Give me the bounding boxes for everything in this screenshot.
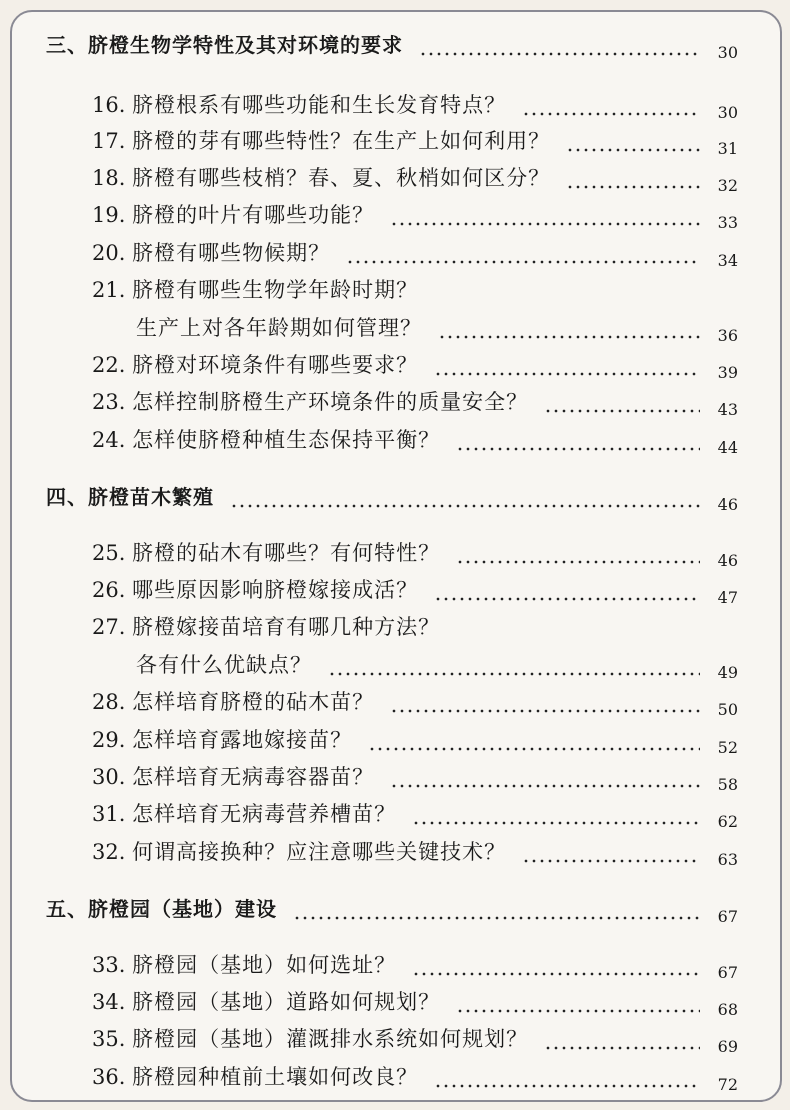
toc-section-heading[interactable] (46, 484, 738, 512)
section-title: 四、脐橙苗木繁殖 (46, 485, 214, 509)
dot-leader (456, 540, 700, 566)
dot-leader (390, 764, 700, 790)
dot-leader (346, 240, 700, 266)
toc-entry-title: 脐橙的叶片有哪些功能？ (132, 203, 375, 227)
page-number: 50 (717, 700, 738, 719)
page-number: 67 (717, 907, 738, 926)
toc-entry-number: 30. (92, 765, 126, 789)
toc-entry-title: 脐橙园（基地）如何选址？ (132, 953, 397, 977)
page-number: 36 (717, 326, 738, 345)
toc-entry[interactable] (92, 128, 738, 156)
dot-leader (390, 689, 700, 715)
page-number: 30 (717, 103, 738, 122)
toc-entry-title: 怎样培育脐橙的砧木苗？ (132, 690, 375, 714)
toc-entry-title: 怎样培育无病毒营养槽苗？ (132, 802, 397, 826)
toc-entry[interactable] (92, 727, 738, 755)
toc-entry-number: 33. (92, 953, 126, 977)
toc-entry[interactable] (92, 989, 738, 1017)
toc-entry[interactable] (92, 764, 738, 792)
dot-leader (328, 652, 700, 678)
toc-entry[interactable] (92, 952, 738, 980)
toc-entry-number: 35. (92, 1027, 126, 1051)
toc-entry[interactable] (92, 540, 738, 568)
dot-leader (434, 577, 700, 603)
toc-entry[interactable] (92, 801, 738, 829)
page-number: 44 (717, 438, 738, 457)
toc-entry-number: 34. (92, 990, 126, 1014)
toc-entry-number: 26. (92, 578, 126, 602)
toc-entry[interactable] (92, 277, 418, 303)
toc-entry-title: 脐橙根系有哪些功能和生长发育特点？ (132, 93, 507, 117)
dot-leader (566, 128, 700, 154)
page-number: 47 (717, 588, 738, 607)
dot-leader (522, 92, 700, 118)
dot-leader (368, 727, 700, 753)
page-number: 68 (717, 1000, 738, 1019)
toc-entry-title: 脐橙园（基地）道路如何规划？ (132, 990, 441, 1014)
toc-entry[interactable] (92, 389, 738, 417)
toc-entry-number: 24. (92, 428, 126, 452)
section-title: 五、脐橙园（基地）建设 (46, 897, 277, 921)
page-number: 63 (717, 850, 738, 869)
toc-entry-title: 何谓高接换种？应注意哪些关键技术？ (132, 840, 507, 864)
toc-entry-title: 脐橙有哪些生物学年龄时期？ (132, 278, 419, 302)
dot-leader (412, 801, 700, 827)
page-number: 32 (717, 176, 738, 195)
toc-entry[interactable] (92, 352, 738, 380)
toc-entry-number: 31. (92, 802, 126, 826)
page-number: 62 (717, 812, 738, 831)
toc-entry-title: 脐橙有哪些枝梢？春、夏、秋梢如何区分？ (132, 166, 551, 190)
page-number: 30 (717, 43, 738, 62)
page-number: 72 (717, 1075, 738, 1094)
toc-entry-title: 怎样培育无病毒容器苗？ (132, 765, 375, 789)
dot-leader (419, 32, 700, 58)
toc-entry-number: 16. (92, 93, 126, 117)
toc-entry-number: 22. (92, 353, 126, 377)
toc-entry-number: 19. (92, 203, 126, 227)
toc-entry-title: 脐橙对环境条件有哪些要求？ (132, 353, 419, 377)
page-number: 49 (717, 663, 738, 682)
page-number: 43 (717, 400, 738, 419)
dot-leader (412, 952, 700, 978)
toc-entry-title: 脐橙有哪些物候期？ (132, 241, 331, 265)
dot-leader (293, 896, 700, 922)
toc-entry-title: 生产上对各年龄期如何管理？ (136, 316, 422, 340)
page-number: 69 (717, 1037, 738, 1056)
page-number: 67 (717, 963, 738, 982)
page-number: 31 (717, 139, 738, 158)
toc-entry[interactable] (92, 92, 738, 120)
toc-entry-title: 脐橙嫁接苗培育有哪几种方法？ (132, 615, 441, 639)
page-number: 34 (717, 251, 738, 270)
page-number: 33 (717, 213, 738, 232)
page-number: 39 (717, 363, 738, 382)
toc-entry[interactable] (92, 427, 738, 455)
toc-entry-title: 脐橙的砧木有哪些？有何特性？ (132, 541, 441, 565)
dot-leader (566, 165, 700, 191)
toc-entry-number: 20. (92, 241, 126, 265)
dot-leader (456, 989, 700, 1015)
dot-leader (434, 1064, 700, 1090)
toc-entry-number: 36. (92, 1065, 126, 1089)
toc-entry-title: 脐橙园（基地）灌溉排水系统如何规划？ (132, 1027, 529, 1051)
dot-leader (522, 839, 700, 865)
dot-leader (544, 1026, 700, 1052)
toc-entry-title: 怎样控制脐橙生产环境条件的质量安全？ (132, 390, 529, 414)
toc-entry[interactable] (92, 240, 738, 268)
toc-section-heading[interactable] (46, 896, 738, 924)
toc-entry[interactable] (136, 652, 738, 680)
toc-entry-number: 17. (92, 129, 126, 153)
dot-leader (456, 427, 700, 453)
dot-leader (230, 484, 700, 510)
toc-entry-number: 32. (92, 840, 126, 864)
dot-leader (438, 315, 700, 341)
toc-entry-title: 脐橙园种植前土壤如何改良？ (132, 1065, 419, 1089)
page-number: 46 (717, 495, 738, 514)
toc-entry[interactable] (92, 689, 738, 717)
toc-entry[interactable] (92, 614, 440, 640)
toc-entry-number: 28. (92, 690, 126, 714)
toc-entry[interactable] (92, 577, 738, 605)
toc-entry-number: 29. (92, 728, 126, 752)
toc-entry-title: 各有什么优缺点？ (136, 653, 312, 677)
toc-entry[interactable] (92, 202, 738, 230)
page-number: 46 (717, 551, 738, 570)
toc-entry[interactable] (92, 165, 738, 193)
toc-entry-title: 怎样培育露地嫁接苗？ (132, 728, 353, 752)
toc-entry[interactable] (92, 1064, 738, 1092)
toc-entry[interactable] (136, 315, 738, 343)
page-number: 52 (717, 738, 738, 757)
toc-entry[interactable] (92, 1026, 738, 1054)
page-number: 58 (717, 775, 738, 794)
dot-leader (390, 202, 700, 228)
toc-entry-title: 脐橙的芽有哪些特性？在生产上如何利用？ (132, 129, 551, 153)
toc-entry-number: 27. (92, 615, 126, 639)
toc-entry-number: 23. (92, 390, 126, 414)
dot-leader (434, 352, 700, 378)
toc-section-heading[interactable] (46, 32, 738, 60)
section-title: 三、脐橙生物学特性及其对环境的要求 (46, 33, 403, 57)
toc-entry-number: 25. (92, 541, 126, 565)
toc-entry-number: 21. (92, 278, 126, 302)
toc-entry[interactable] (92, 839, 738, 867)
toc-entry-title: 哪些原因影响脐橙嫁接成活？ (132, 578, 419, 602)
toc-entry-number: 18. (92, 166, 126, 190)
dot-leader (544, 389, 700, 415)
toc-entry-title: 怎样使脐橙种植生态保持平衡？ (132, 428, 441, 452)
